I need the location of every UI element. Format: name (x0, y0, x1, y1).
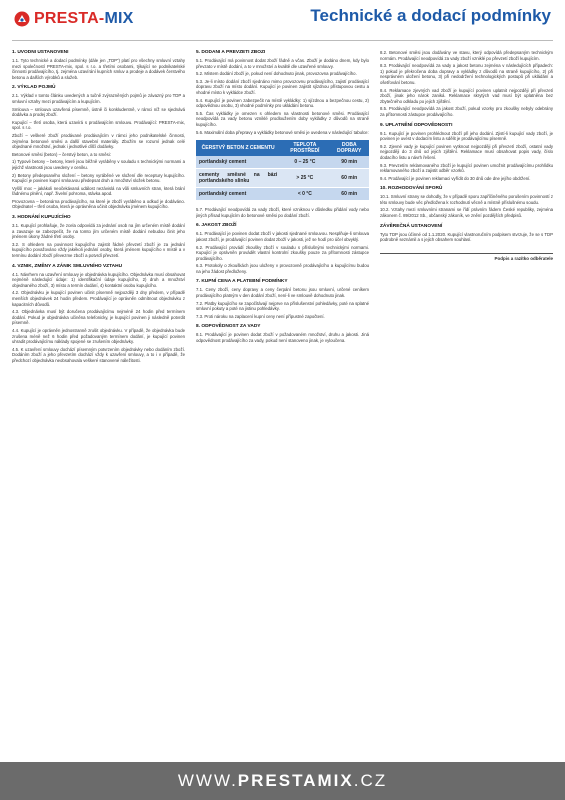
column-left (12, 50, 185, 760)
table-cell: 60 min (329, 188, 369, 201)
company-logo[interactable] (14, 10, 134, 28)
paragraph: 8.3. Prodávající neodpovídá za vady a jakost betonu zejména v následujících případech: 1) pokud je překročena doba dopravy a vykládky z důvodů na straně kupujícího, 2) při nesprávném uložení betonu, 3) při nedodržení technologických postupů při ukládání a ošetřování betonu. (380, 63, 553, 85)
paragraph: 4.4. Kupující je oprávněn jednostranně zrušit objednávku. V případě, že objednávka bude zrušena méně než 6 hodin před požadovaným termínem dodání, je kupující povinen uhradit prodávajícímu náklady spojené se zrušením objednávky. (12, 327, 185, 345)
column-middle (196, 50, 369, 760)
table-header-cell: TEPLOTA PROSTŘEDÍ (280, 140, 329, 156)
section-heading: 10. ROZHODOVÁNÍ SPORŮ (380, 186, 443, 192)
paragraph: 4.3. Objednávka musí být doručena prodávajícímu nejméně 24 hodin před termínem dodání. Pokud je objednávka učiněna telefonicky, je kupující povinen ji následně potvrdit písemně. (12, 309, 185, 326)
table-cell: 0 – 25 °C (280, 156, 329, 169)
paragraph: 2) Betony předepsaného složení – betony vyráběné ve složení dle receptury kupujícího. Kupující je povinen kupní smlouvou předepsat druh a množství složek betonu. (12, 172, 185, 184)
table-cell: portlandský cement (196, 188, 280, 201)
paragraph: 5.6. Maximální doba přepravy a vykládky betonové směsi je uvedena v následující tabulce: (196, 129, 369, 135)
section-heading: 4. VZNIK, ZMĚNY A ZÁNIK SMLUVNÍHO VZTAHU (12, 263, 123, 269)
paragraph: 1.1. Tyto technické a dodací podmínky (dále jen „TDP“) platí pro všechny smluvní vztahy mezi společností PRESTA-mix, spol. s r.o. a třetími osobami, týkající se podnikatelské činnosti prodávajícího, tj. zejména uzavírání kupních smluv a prodeje a dodávek čerstvého betonu a dalších výrobků a služeb. (12, 58, 185, 80)
section-heading: ZÁVĚREČNÁ USTANOVENÍ (380, 223, 443, 229)
table-row (196, 169, 369, 188)
logo-text: PRESTA-MIX (34, 10, 134, 27)
table-row (196, 156, 369, 169)
paragraph: 5.1. Prodávající má povinnost dodat zboží řádně a včas. Zboží je dodáno dnem, kdy bylo převzato v místě dodání, a to v množství a kvalitě dle uzavřené smlouvy. (196, 58, 369, 69)
paragraph: 5.2. Místem dodání zboží je, pokud není dohodnuto jinak, provozovna prodávajícího. (196, 71, 357, 77)
table-header-row (196, 140, 369, 156)
document-title: Technické a dodací podmínky (310, 6, 551, 25)
document-body (12, 50, 553, 760)
section-heading: 7. KUPNÍ CENA A PLATEBNÍ PODMÍNKY (196, 279, 288, 285)
paragraph: 8.5. Prodávající neodpovídá za jakost zboží, pokud vzorky pro zkoušky nebyly odebrány za přítomnosti zástupce prodávajícího. (380, 106, 553, 117)
paragraph: 4.1. Návrhem na uzavření smlouvy je objednávka kupujícího. Objednávka musí obsahovat nejméně následující údaje: 1) identifikační údaje kupujícího, 2) druh a množství objednaného zboží, 3) místo a termín dodání, 4) kontaktní osobu kupujícího. (12, 271, 185, 288)
section-heading: 9. UPLATNĚNÍ ODPOVĚDNOSTI (380, 122, 453, 128)
table-cell: cementy směsné na bázi portlandského slinku (196, 169, 280, 188)
paragraph: 9.4. Prodávající je povinen reklamaci vyřídit do 30 dnů ode dne jejího obdržení. (380, 175, 531, 181)
paragraph: 9.3. Prevzetím reklamovaného zboží je kupující povinen umožnit prodávajícímu prohlídku reklamovaného zboží a zajistit odběr vzorků. (380, 162, 553, 174)
paragraph: Smlouva – smlouva uzavřená písemně, ústně či konkludentně, v rámci níž se sjednává dodávka a prodej zboží. (12, 106, 185, 118)
paragraph: 3.2. S ohledem na povinnost kupujícího zajistit řádné převzetí zboží je za jednání kupujícího považováno vždy jakékoli jednání osoby, která jménem kupujícího v místě a v termínu dodání zboží převezme zboží a potvrdí převzetí. (12, 241, 185, 259)
paragraph: 5.5. Čas vykládky je omezen s ohledem na vlastnosti betonové směsi. Prodávající neodpovídá za vady betonu vzniklé prodloužením doby vykládky z důvodů na straně kupujícího. (196, 110, 369, 127)
paragraph: 7.3. Proti nároku na zaplacení kupní ceny není přípustné započtení. (196, 313, 325, 319)
table-header-cell: DOBA DOPRAVY (329, 140, 369, 156)
paragraph: 8.2. Betonové směsi jsou dodávány ve stavu, který odpovídá předepsaným technickým normám. Prodávající neodpovídá za vady zboží vzniklé po převzetí zboží kupujícím. (380, 50, 553, 61)
paragraph: 4.2. Objednávku je kupující povinen učinit písemně nejpozději 3 dny předem, v případě menších objednávek 24 hodin předem. Prodávající je oprávněn odmítnout objednávku z kapacitních důvodů. (12, 290, 185, 307)
table-cell: portlandský cement (196, 156, 280, 169)
paragraph: 7.1. Ceny zboží, ceny dopravy a ceny čerpání betonu jsou smluvní, určené ceníkem prodávajícího platným v den dodání zboží, není-li ve smlouvě dohodnuto jinak. (196, 287, 369, 299)
paragraph: 5.7. Prodávající neodpovídá za vady zboží, které vzniknou v důsledku přidání vody nebo jiných přísad kupujícím do betonové směsi po dodání zboží. (196, 207, 369, 218)
paragraph: 6.1. Prodávající je povinen dodat zboží v jakosti sjednané smlouvou. Nesplňuje-li smlouva jakost zboží, je prodávající povinen dodat zboží v jakosti, jež se hodí pro účel obvyklý. (196, 231, 369, 242)
section-heading: 8. ODPOVĚDNOST ZA VADY (196, 324, 261, 330)
paragraph: 2.1. Výklad v tomto článku uvedených a tučně zvýrazněných pojmů je závazný pro TDP a smluvní vztahy mezi prodávajícím a kupujícím. (12, 93, 185, 104)
table-cell: > 25 °C (280, 169, 329, 188)
section-heading: 3. HODNÁNÍ KUPUJÍCÍHO (12, 215, 71, 221)
logo-mark-icon (14, 11, 30, 27)
paragraph: 10.2. Vztahy mezi smluvními stranami se řídí právním řádem České republiky, zejména zákonem č. 89/2012 Sb., občanský zákoník, ve znění pozdějších předpisů. (380, 207, 553, 219)
paragraph: Zboží – veškeré zboží prodávané prodávajícím v rámci jeho podnikatelské činnosti, zejména betonové směsi a další stavební materiály. Zbožím se rozumí jednak celé objednané množství, jednak i jednotlivé dílčí dodávky. (12, 132, 185, 150)
paragraph: 9.2. Zjevné vady je kupující povinen vytknout nejpozději při převzetí zboží, ostatní vady nejpozději do 3 dnů od jejich zjištění. Reklamace musí obsahovat popis vady, číslo dodacího listu a návrh řešení. (380, 143, 553, 160)
transport-time-table (196, 140, 369, 201)
paragraph: 4.5. K uzavření smlouvy dochází písemným potvrzením objednávky nebo dodáním zboží. Dodáním zboží a jeho převzetím dochází vždy k uzavření smlouvy, a to i v případě, že předchozí objednávka neobsahovala veškeré stanovené náležitosti. (12, 346, 185, 363)
paragraph: 10.1. Smluvní strany se dohodly, že v případě sporu zapříčiněného porušením povinností z této smlouvy bude věc předložena k rozhodnutí věcně a místně příslušnému soudu. (380, 194, 553, 205)
website-url[interactable]: WWW.PRESTAMIX.CZ (177, 771, 388, 790)
paragraph: 5.3. Je-li místo dodání zboží sjednáno mimo provozovnu prodávajícího, zajistí prodávající dopravu zboží na místo dodání. Kupující je povinen zajistit sjízdnou přístupovou cestu a vhodné místo k vykládce zboží. (196, 78, 369, 95)
paragraph: 7.2. Platby kupujícího se započítávají nejprve na příslušenství pohledávky, poté na splatné smluvní pokuty a poté na jistinu pohledávky. (196, 300, 369, 312)
paragraph: Betonové směsi (beton) – čerstvý beton, a to směsi: (12, 151, 111, 157)
paragraph: 6.2. Prodávající provádí zkoušky zboží v souladu s příslušnými technickými normami. Kupující je oprávněn provádět vlastní kontrolní zkoušky pouze za přítomnosti zástupce prodávajícího. (196, 244, 369, 261)
paragraph: 6.3. Protokoly o zkouškách jsou uloženy v provozovně prodávajícího a kupujícímu budou na jeho žádost předloženy. (196, 263, 369, 274)
paragraph: Tyto TDP jsou účinné od 1.1.2020. Kupující vlastnoručním podpisem stvrzuje, že se s TDP podrobně seznámil a s jejich obsahem souhlasí. (380, 231, 553, 243)
paragraph: 8.1. Prodávající je povinen dodat zboží v požadovaném množství, druhu a jakosti. Jiná odpovědnost prodávajícího za vady, pokud není stanoveno jinak, je vyloučena. (196, 332, 369, 344)
table-cell: 90 min (329, 156, 369, 169)
table-header-cell: ČERSTVÝ BETON Z CEMENTU (196, 140, 280, 156)
paragraph: Vyšší moc – jakákoli neočekávaná událost nezávislá na vůli smluvních stran, která brání řádnému plnění, např. živelní pohroma, stávka apod. (12, 185, 185, 197)
section-heading: 5. DODÁNÍ A PŘEVZETÍ ZBOŽÍ (196, 50, 266, 55)
table-cell: 60 min (329, 169, 369, 188)
header-divider (12, 40, 553, 41)
paragraph: 1) Typové betony – betony, které jsou běžně vyráběny v souladu s technickými normami a jejichž vlastnosti jsou uvedeny v ceníku. (12, 159, 185, 170)
paragraph: 5.4. Kupující je povinen zabezpečit na místě vykládky: 1) sjízdnou a bezpečnou cestu, 2) odpovědnou osobu, 3) vhodné podmínky pro ukládání betonu. (196, 97, 369, 109)
paragraph: Provozovna – betonárna prodávajícího, na které je zboží vyráběno a odkud je dodáváno. Objednatel – třetí osoba, která je oprávněna učinit objednávku jménem kupujícího. (12, 198, 185, 210)
paragraph: 9.1. Kupující je povinen prohlédnout zboží při jeho dodání. Zjistí-li kupující vady zboží, je povinen je uvést v dodacím listu a sdělit je prodávajícímu písemně. (380, 130, 553, 142)
section-heading: 6. JAKOST ZBOŽÍ (196, 223, 237, 229)
column-right (380, 50, 553, 760)
paragraph: Kupující – třetí osoba, která uzavírá s prodávajícím smlouvu. Prodávající: PRESTA-mix, spol. s r.o. (12, 119, 185, 131)
table-row (196, 188, 369, 201)
paragraph: 8.4. Reklamace zjevných vad zboží je kupující povinen uplatnit nejpozději při převzetí zboží, jinak jeho nárok zaniká. Reklamace skrytých vad musí být uplatněna bez zbytečného odkladu po jejich zjištění. (380, 87, 553, 104)
table-cell: < 0 °C (280, 188, 329, 201)
section-heading: 2. VÝKLAD POJMŮ (12, 85, 56, 91)
footer-bar (0, 762, 565, 800)
paragraph: 3.1. Kupující prohlašuje, že zcela odpovídá za jednání osob na jím určeném místě dodání a zavazuje se zabezpečit, že na tomto jím určeném místě dodání nebudou činit jeho jménem úkony žádné třetí osoby. (12, 223, 185, 240)
section-heading: 1. ÚVODNÍ USTANOVENÍ (12, 50, 69, 55)
header (0, 0, 565, 46)
signature-line: Podpis a razítko odběratele (380, 253, 553, 262)
